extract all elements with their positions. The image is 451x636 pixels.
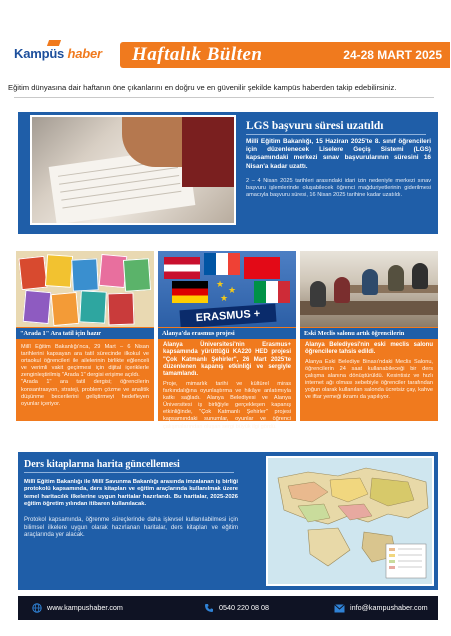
study-hall-photo: [300, 251, 438, 327]
article-body: Millî Eğitim Bakanlığı'nca, 29 Mart – 6 Nisan tarihlerini kapsayan ara tatil sürecinde ilkokul ve ortaokul öğrencileri ile ailelerinin birlikte eğlenceli ve verimli vakit geçirmesi için dijital içeriklerle zenginleştirilmiş "Arada 1" dergisi erişime açıldı. "Arada 1" ara tatil dergisi; öğrencilerin konsantrasyon, strateji, problem çözme ve analitik düşünme becerilerini geliştirmeyi hedefleyen oyunlar içeriyor.: [21, 344, 149, 407]
bulletin-dates: 24-28 MART 2025: [343, 48, 442, 62]
divider: [14, 97, 434, 98]
logo-kampus: Kampüs: [14, 46, 65, 61]
bulletin-title: Haftalık Bülten: [132, 44, 263, 65]
website-text: www.kampushaber.com: [47, 603, 123, 612]
email-text: info@kampushaber.com: [350, 603, 428, 612]
article-erasmus-card: [158, 251, 296, 430]
phone-icon: [204, 603, 214, 613]
article-lead: Alanya Belediyesi'nin eski meclis salonu öğrencilere tahsis edildi.: [305, 342, 433, 356]
footer-email[interactable]: [334, 596, 428, 620]
footer-website[interactable]: [32, 596, 123, 620]
footer-phone[interactable]: [204, 596, 269, 620]
magazine-photo: [16, 251, 154, 327]
erasmus-flags-photo: ★ ★ ★ ERASMUS +: [158, 251, 296, 327]
map-illustration: [268, 458, 432, 584]
erasmus-banner: ERASMUS +: [179, 304, 276, 327]
article-lead: Alanya Üniversitesi'nin Erasmus+ kapsamında yürüttüğü KA220 HED projesi "Çok Katmanlı Şehirler", 26 Mart 2025'te düzenlenen kapanış etkinliği ve sergiyle tamamlandı.: [163, 342, 291, 378]
kampus-haber-logo[interactable]: [14, 42, 114, 66]
article-title: "Arada 1" Ara tatil için hazır: [16, 328, 154, 339]
lgs-body: 2 – 4 Nisan 2025 tarihleri arasındaki idari izin nedeniyle merkezi sınav başvuru işlemlerinde oluşabilecek öğrenci mağduriyetlerinin giderilmesi amacıyla başvuru süresi, 16 Nisan 2025 tarihine kadar uzatıldı.: [246, 178, 431, 199]
article-body: Proje, mimarlık tarihi ve kültürel miras farkındalığına oyunlaştırma ve hikâye anlatımıyla katkı sağladı. Alanya Belediyesi ve Alanya Üniversitesi iş birliğiyle gerçekleşen kapanış etkinliğinde, "Çok Katmanlı Şehirler" projesi kapsamındaki sunumlar, oyunlar ve öğrenci çalışmalarından oluşan sergi büyük ilgi gördü.: [163, 381, 291, 430]
map-title: Ders kitaplarına harita güncellemesi: [24, 459, 180, 470]
mail-icon: [334, 604, 345, 613]
article-body: Alanya Eski Belediye Binası'ndaki Meclis Salonu, öğrencilerin 24 saat kullanabileceği bir ders çalışma alanına dönüştürüldü. Kesintisiz ve hızlı internet ağı olması sebebiyle öğrenciler tarafından yoğun olarak kullanılan salonda ücretsiz çay, kahve ve iftar yemeği ikramı da yapılıyor.: [305, 359, 433, 401]
logo-haber: haber: [67, 46, 102, 61]
article-arada-card: [16, 251, 154, 421]
title-bar: [120, 42, 450, 68]
map-divider: [24, 472, 234, 473]
map-body: Protokol kapsamında, öğrenme süreçlerinde daha işlevsel kullanılabilmesi için bilimsel ilkelere uygun olarak hazırlanan haritalar, ders kitapları ve eğitim araçlarında yer alacak.: [24, 517, 238, 539]
phone-text: 0540 220 08 08: [219, 603, 269, 612]
globe-icon: [32, 603, 42, 613]
article-title: Eski Meclis salonu artık öğrencilerin: [300, 328, 438, 339]
lgs-divider: [246, 134, 426, 135]
student-exam-photo: [32, 117, 234, 223]
lgs-title: LGS başvuru süresi uzatıldı: [246, 120, 384, 132]
footer: [18, 596, 438, 620]
intro-text: Eğitim dünyasına dair haftanın öne çıkanlarını en doğru ve en güvenilir şekilde kampüs haberden takip edebilirsiniz.: [8, 83, 397, 92]
article-title: Alanya'da erasmus projesi: [158, 328, 296, 339]
header: [0, 38, 451, 68]
article-meclis-card: [300, 251, 438, 421]
world-map-image: [266, 456, 434, 586]
lgs-lead: Millî Eğitim Bakanlığı, 15 Haziran 2025'te 8. sınıf öğrencileri için düzenlenecek Liselere Geçiş Sistemi (LGS) kapsamındaki merkezi sınav başvurularının süresini 16 Nisan'a kadar uzattı.: [246, 138, 431, 170]
map-lead: Millî Eğitim Bakanlığı ile Millî Savunma Bakanlığı arasında imzalanan iş birliği protokolü kapsamında, ders kitapları ve eğitim araçlarında kullanılmak üzere temel haritacılık ilkelerine uygun haritalar hazırlandı. Bu haritalar, 2025-2026 eğitim öğretim yılından itibaren kullanılacak.: [24, 479, 238, 508]
